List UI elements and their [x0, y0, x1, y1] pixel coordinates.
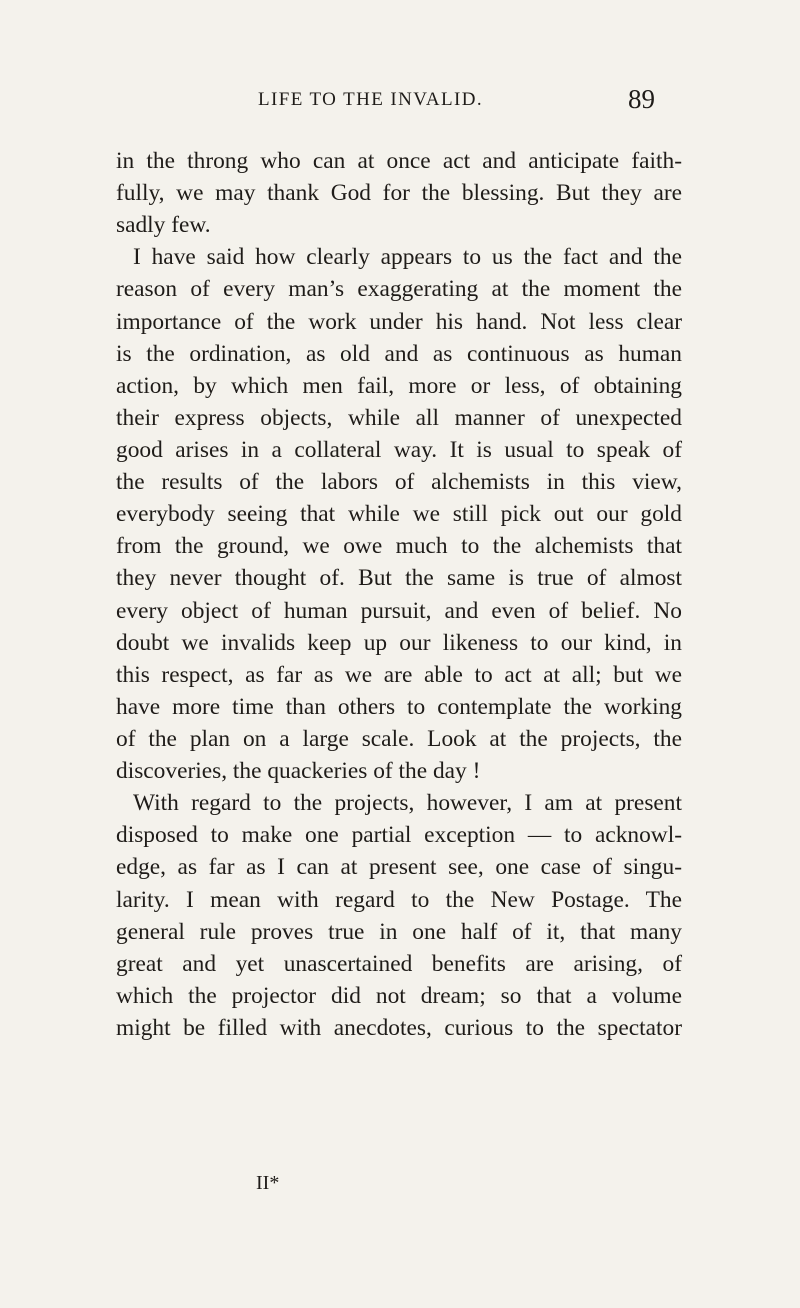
text-line: general rule proves true in one half of it, that many [116, 918, 682, 945]
page-number: 89 [628, 84, 655, 114]
body-text [116, 145, 682, 1044]
text-line: reason of every man’s exaggerating at the moment the [116, 276, 682, 303]
text-line: have more time than others to contemplate the working [116, 693, 682, 720]
text-line: which the projector did not dream; so that a volume [116, 982, 682, 1009]
text-line: great and yet unascertained benefits are arising, of [116, 950, 682, 977]
text-line: discoveries, the quackeries of the day ! [116, 758, 481, 785]
text-line: from the ground, we owe much to the alchemists that [116, 533, 682, 560]
text-line: I have said how clearly appears to us the fact and the [133, 244, 682, 271]
text-line: might be filled with anecdotes, curious to the spectator [116, 1014, 682, 1041]
signature-mark: II* [256, 1172, 280, 1194]
text-line: disposed to make one partial exception — to acknowl- [116, 822, 682, 849]
text-line: everybody seeing that while we still pick out our gold [116, 501, 682, 528]
text-line: in the throng who can at once act and anticipate faith- [116, 148, 682, 174]
text-line: sadly few. [116, 212, 211, 239]
text-line: the results of the labors of alchemists in this view, [116, 469, 682, 496]
text-line: is the ordination, as old and as continuous as human [116, 340, 682, 367]
running-title: LIFE TO THE INVALID. [258, 89, 484, 110]
text-line: of the plan on a large scale. Look at the projects, the [116, 725, 682, 752]
text-line: larity. I mean with regard to the New Postage. The [116, 886, 682, 913]
text-line: With regard to the projects, however, I am at present [133, 790, 682, 817]
text-line: good arises in a collateral way. It is usual to speak of [116, 436, 682, 463]
running-head [0, 86, 800, 116]
text-line: doubt we invalids keep up our likeness to our kind, in [116, 629, 682, 656]
text-line: this respect, as far as we are able to act at all; but we [116, 661, 682, 688]
text-line: their express objects, while all manner of unexpected [116, 404, 682, 431]
text-line: edge, as far as I can at present see, one case of singu- [116, 854, 682, 881]
text-line: fully, we may thank God for the blessing. But they are [116, 180, 682, 207]
text-line: they never thought of. But the same is true of almost [116, 565, 682, 592]
text-line: action, by which men fail, more or less, of obtaining [116, 372, 682, 399]
text-line: importance of the work under his hand. Not less clear [116, 308, 682, 335]
text-line: every object of human pursuit, and even of belief. No [116, 597, 682, 624]
